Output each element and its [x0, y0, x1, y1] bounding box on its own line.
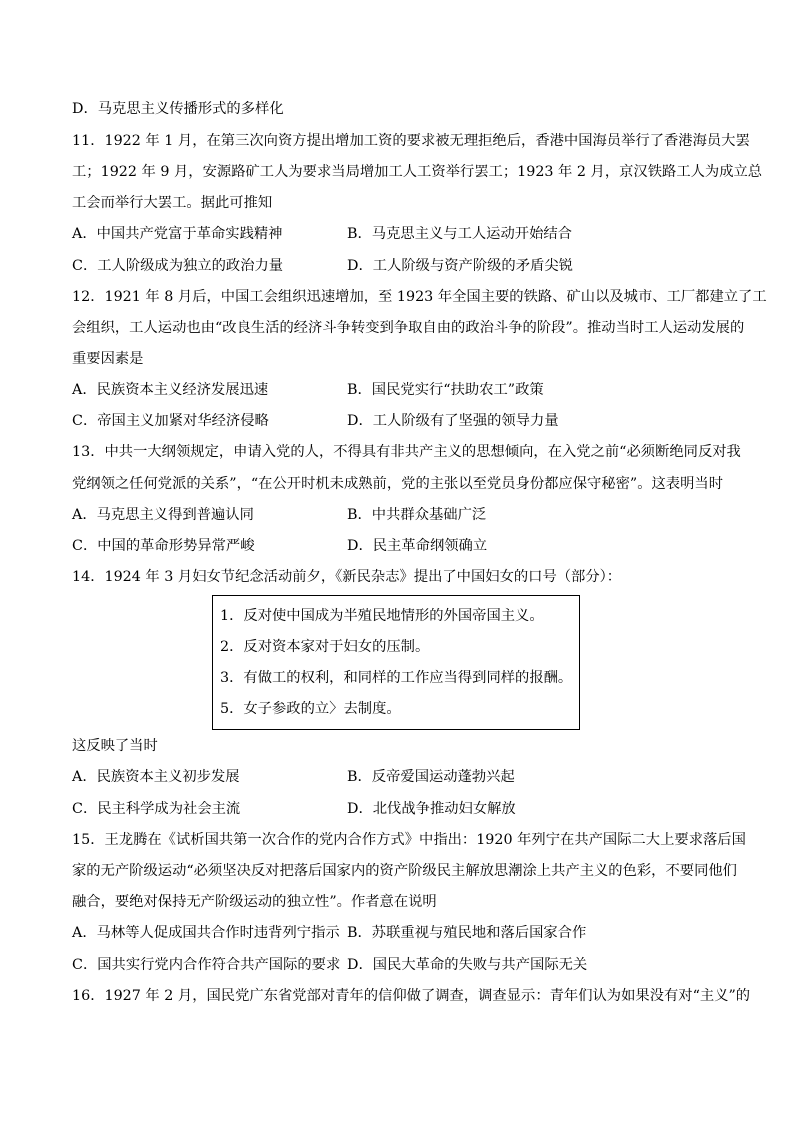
q14-option-b: B．反帝爱国运动蓬勃兴起	[347, 769, 515, 785]
slogan-item-2: 2．反对资本家对于妇女的压制。	[220, 639, 430, 655]
q15-option-d: D．国民大革命的失败与共产国际无关	[347, 957, 588, 973]
q14-stem-line-1: 14．1924 年 3 月妇女节纪念活动前夕，《新民杂志》提出了中国妇女的口号（部分）：	[72, 569, 622, 585]
q15-stem-line-1: 15．王龙腾在《试析国共第一次合作的党内合作方式》中指出：1920 年列宁在共产国际二大上要求落后国	[72, 832, 746, 848]
q13-option-b: B．中共群众基础广泛	[347, 507, 487, 523]
q10-option-d: D．马克思主义传播形式的多样化	[72, 101, 284, 117]
q13-option-d: D．民主革命纲领确立	[347, 538, 488, 554]
q14-stem-after-box: 这反映了当时	[72, 738, 158, 754]
slogan-item-5: 5．女子参政的立〉去制度。	[220, 701, 401, 717]
q15-option-c: C．国共实行党内合作符合共产国际的要求	[72, 957, 341, 973]
q13-option-c: C．中国的革命形势异常严峻	[72, 538, 255, 554]
q13-stem-line-1: 13．中共一大纲领规定，申请入党的人，不得具有非共产主义的思想倾向，在入党之前“必须断绝同反对我	[72, 444, 741, 460]
q14-option-d: D．北伐战争推动妇女解放	[347, 801, 516, 817]
q13-stem-line-2: 党纲领之任何党派的关系”，“在公开时机未成熟前，党的主张以至党员身份都应保守秘密”。这表明当时	[72, 476, 723, 492]
q14-option-c: C．民主科学成为社会主流	[72, 801, 241, 817]
q12-stem-line-2: 会组织，工人运动也由“改良生活的经济斗争转变到争取自由的政治斗争的阶段”。推动当时工人运动发展的	[72, 320, 745, 336]
q12-stem-line-3: 重要因素是	[72, 351, 144, 367]
slogan-item-1: 1．反对使中国成为半殖民地情形的外国帝国主义。	[220, 608, 544, 624]
q12-stem-line-1: 12．1921 年 8 月后，中国工会组织迅速增加，至 1923 年全国主要的铁路、矿山以及城市、工厂都建立了工	[72, 289, 767, 305]
q12-option-b: B．国民党实行“扶助农工”政策	[347, 382, 544, 398]
q12-option-d: D．工人阶级有了坚强的领导力量	[347, 413, 559, 429]
slogan-box	[212, 595, 580, 730]
slogan-item-3: 3．有做工的权利，和同样的工作应当得到同样的报酬。	[220, 670, 573, 686]
q11-option-c: C．工人阶级成为独立的政治力量	[72, 258, 284, 274]
q13-option-a: A．马克思主义得到普遍认同	[72, 507, 254, 523]
q14-option-a: A．民族资本主义初步发展	[72, 769, 240, 785]
q15-option-a: A．马林等人促成国共合作时违背列宁指示	[72, 925, 340, 941]
q11-option-b: B．马克思主义与工人运动开始结合	[347, 226, 572, 242]
q15-option-b: B．苏联重视与殖民地和落后国家合作	[347, 925, 587, 941]
q12-option-c: C．帝国主义加紧对华经济侵略	[72, 413, 269, 429]
q15-stem-line-3: 融合，要绝对保持无产阶级运动的独立性”。作者意在说明	[72, 894, 437, 910]
q16-stem-line-1: 16．1927 年 2 月，国民党广东省党部对青年的信仰做了调查，调查显示：青年们认为如果没有对“主义”的	[72, 988, 751, 1004]
q11-stem-line-3: 工会而举行大罢工。据此可推知	[72, 195, 273, 211]
q11-stem-line-1: 11．1922 年 1 月，在第三次向资方提出增加工资的要求被无理拒绝后，香港中国海员举行了香港海员大罢	[72, 133, 750, 149]
q15-stem-line-2: 家的无产阶级运动“必须坚决反对把落后国家内的资产阶级民主解放思潮涂上共产主义的色彩，不要同他们	[72, 863, 737, 879]
q12-option-a: A．民族资本主义经济发展迅速	[72, 382, 269, 398]
q11-stem-line-2: 工；1922 年 9 月，安源路矿工人为要求当局增加工人工资举行罢工；1923 年 2 月，京汉铁路工人为成立总	[72, 164, 763, 180]
q11-option-d: D．工人阶级与资产阶级的矛盾尖锐	[347, 258, 573, 274]
q11-option-a: A．中国共产党富于革命实践精神	[72, 226, 283, 242]
